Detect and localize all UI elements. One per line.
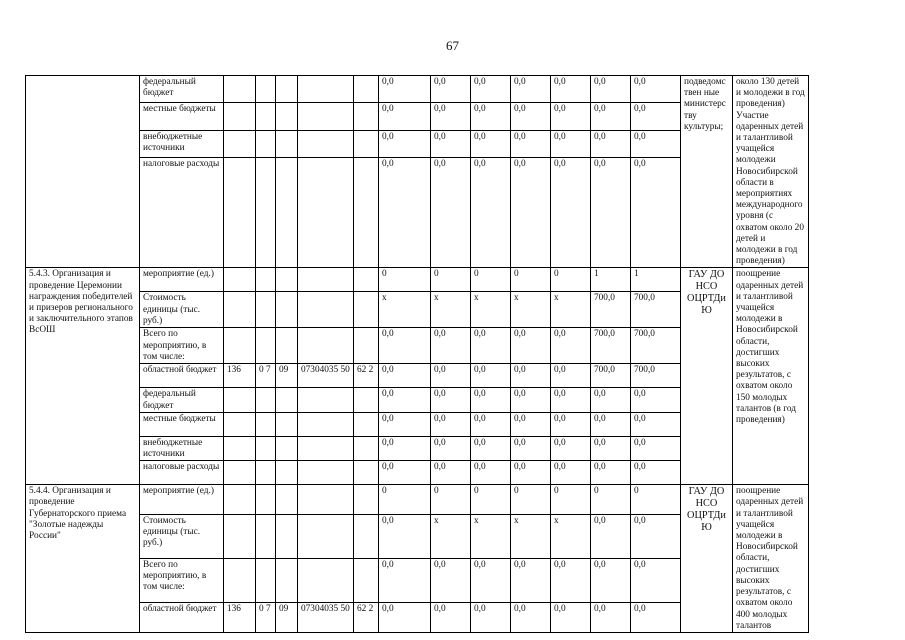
amount-cell: 0,0 <box>511 158 551 268</box>
amount-cell: 0,0 <box>591 388 631 412</box>
budget-code-cell <box>354 103 379 130</box>
amount-cell: 0,0 <box>379 103 431 130</box>
amount-cell: 0,0 <box>631 76 681 103</box>
amount-cell: 0,0 <box>379 514 431 558</box>
amount-cell: 0 <box>471 485 511 515</box>
amount-cell: 0,0 <box>631 461 681 485</box>
budget-code-cell <box>276 514 298 558</box>
budget-code-cell <box>276 158 298 268</box>
budget-code-cell <box>276 328 298 364</box>
amount-cell: 0,0 <box>431 461 471 485</box>
budget-code-cell <box>256 412 276 436</box>
funding-source-label: налоговые расходы <box>140 158 224 268</box>
budget-code-cell <box>224 328 256 364</box>
amount-cell: 0 <box>551 485 591 515</box>
budget-code-cell <box>276 103 298 130</box>
amount-cell: 0,0 <box>511 559 551 603</box>
amount-cell: 1 <box>631 268 681 292</box>
funding-source-label: местные бюджеты <box>140 412 224 436</box>
funding-source-label: Всего по мероприятию, в том числе: <box>140 328 224 364</box>
amount-cell: 0,0 <box>551 603 591 633</box>
budget-code-cell: 136 <box>224 364 256 388</box>
amount-cell: 0,0 <box>471 388 511 412</box>
amount-cell: 0,0 <box>471 76 511 103</box>
budget-code-cell <box>256 76 276 103</box>
amount-cell: 0,0 <box>591 412 631 436</box>
amount-cell: 0,0 <box>431 412 471 436</box>
amount-cell: 0,0 <box>631 158 681 268</box>
amount-cell: 0,0 <box>379 603 431 633</box>
amount-cell: х <box>551 514 591 558</box>
amount-cell: 0 <box>379 268 431 292</box>
amount-cell: 0,0 <box>511 412 551 436</box>
amount-cell: 0,0 <box>471 328 511 364</box>
amount-cell: 0,0 <box>379 436 431 460</box>
amount-cell: 0 <box>431 268 471 292</box>
amount-cell: 0,0 <box>551 328 591 364</box>
budget-code-cell: 09 <box>276 364 298 388</box>
amount-cell: 0,0 <box>591 461 631 485</box>
amount-cell: 0,0 <box>551 364 591 388</box>
budget-code-cell: 0 7 <box>256 603 276 633</box>
amount-cell: х <box>379 292 431 328</box>
budget-code-cell <box>354 461 379 485</box>
amount-cell: 700,0 <box>591 364 631 388</box>
amount-cell: 0,0 <box>471 364 511 388</box>
amount-cell: 0,0 <box>431 603 471 633</box>
amount-cell: 0,0 <box>591 603 631 633</box>
amount-cell: 0,0 <box>591 103 631 130</box>
amount-cell: 0,0 <box>379 364 431 388</box>
amount-cell: 0,0 <box>631 559 681 603</box>
budget-code-cell <box>276 388 298 412</box>
table-row <box>26 76 881 103</box>
budget-code-cell <box>224 514 256 558</box>
amount-cell: 0 <box>431 485 471 515</box>
amount-cell: 0,0 <box>551 76 591 103</box>
amount-cell: 0 <box>551 268 591 292</box>
funding-source-label: областной бюджет <box>140 364 224 388</box>
budget-code-cell <box>224 412 256 436</box>
funding-source-label: федеральный бюджет <box>140 388 224 412</box>
amount-cell: 0,0 <box>379 158 431 268</box>
amount-cell: 0,0 <box>431 388 471 412</box>
table-row <box>26 485 881 515</box>
amount-cell: 0,0 <box>431 158 471 268</box>
amount-cell: 0,0 <box>471 158 511 268</box>
amount-cell: х <box>511 292 551 328</box>
budget-code-cell <box>354 292 379 328</box>
budget-code-cell <box>354 514 379 558</box>
budget-code-cell <box>298 514 354 558</box>
amount-cell: 0,0 <box>511 436 551 460</box>
amount-cell: х <box>431 514 471 558</box>
budget-code-cell <box>276 412 298 436</box>
amount-cell: 0,0 <box>591 436 631 460</box>
amount-cell: 0,0 <box>551 130 591 157</box>
activity-title: 5.4.4. Организация и проведение Губернаторского приема "Золотые надежды России" <box>26 485 140 633</box>
funding-source-label: местные бюджеты <box>140 103 224 130</box>
amount-cell: 0,0 <box>631 103 681 130</box>
budget-code-cell <box>354 268 379 292</box>
budget-code-cell <box>276 436 298 460</box>
amount-cell: 0,0 <box>511 130 551 157</box>
funding-source-label: Стоимость единицы (тыс. руб.) <box>140 292 224 328</box>
budget-code-cell <box>354 158 379 268</box>
budget-code-cell <box>256 328 276 364</box>
budget-code-cell <box>298 559 354 603</box>
budget-code-cell <box>224 130 256 157</box>
amount-cell: 0,0 <box>551 103 591 130</box>
executor-cell: ГАУ ДО НСО ОЦРТДиЮ <box>681 268 733 485</box>
page-number: 67 <box>446 38 459 53</box>
amount-cell: 0,0 <box>631 514 681 558</box>
budget-code-cell: 0 7 <box>256 364 276 388</box>
amount-cell: 0,0 <box>379 388 431 412</box>
budget-code-cell <box>276 130 298 157</box>
amount-cell: 0 <box>591 485 631 515</box>
budget-code-cell <box>256 388 276 412</box>
funding-source-label: областной бюджет <box>140 603 224 633</box>
budget-code-cell <box>298 130 354 157</box>
amount-cell: 0,0 <box>471 412 511 436</box>
amount-cell: 0,0 <box>379 130 431 157</box>
budget-code-cell <box>354 388 379 412</box>
funding-source-label: федеральный бюджет <box>140 76 224 103</box>
funding-source-label: внебюджетные источники <box>140 130 224 157</box>
budget-code-cell <box>256 268 276 292</box>
budget-code-cell <box>298 268 354 292</box>
budget-code-cell <box>298 461 354 485</box>
budget-code-cell <box>224 76 256 103</box>
executor-cell: ГАУ ДО НСО ОЦРТДиЮ <box>681 485 733 633</box>
budget-code-cell <box>256 292 276 328</box>
amount-cell: 700,0 <box>591 292 631 328</box>
budget-code-cell <box>224 388 256 412</box>
budget-code-cell <box>354 559 379 603</box>
amount-cell: 0,0 <box>551 559 591 603</box>
amount-cell: 1 <box>591 268 631 292</box>
budget-code-cell <box>298 103 354 130</box>
amount-cell: 0,0 <box>379 412 431 436</box>
amount-cell: 700,0 <box>631 364 681 388</box>
funding-source-label: мероприятие (ед.) <box>140 485 224 515</box>
budget-code-cell <box>276 485 298 515</box>
amount-cell: 0,0 <box>431 364 471 388</box>
budget-code-cell <box>298 328 354 364</box>
budget-code-cell <box>354 328 379 364</box>
amount-cell: 0,0 <box>471 559 511 603</box>
budget-code-cell <box>276 461 298 485</box>
budget-code-cell <box>276 268 298 292</box>
budget-code-cell <box>256 485 276 515</box>
budget-code-cell: 09 <box>276 603 298 633</box>
budget-code-cell <box>224 436 256 460</box>
budget-code-cell: 07304035 50 <box>298 603 354 633</box>
budget-code-cell: 07304035 50 <box>298 364 354 388</box>
budget-code-cell <box>298 388 354 412</box>
amount-cell: 0,0 <box>511 328 551 364</box>
expected-result-cell: около 130 детей и молодежи в год проведения) Участие одаренных детей и талантливой учащейся молодежи Новосибирской области в мероприятиях международного уровня (с охватом около 20 детей и молодежи в год проведения) <box>733 76 809 268</box>
amount-cell: 0,0 <box>591 514 631 558</box>
amount-cell: 700,0 <box>631 292 681 328</box>
amount-cell: 0,0 <box>471 461 511 485</box>
funding-source-label: мероприятие (ед.) <box>140 268 224 292</box>
amount-cell: 0,0 <box>631 388 681 412</box>
budget-code-cell <box>276 559 298 603</box>
amount-cell: 0 <box>511 485 551 515</box>
budget-code-cell <box>354 412 379 436</box>
budget-code-cell <box>224 268 256 292</box>
amount-cell: 0,0 <box>511 461 551 485</box>
amount-cell: 0,0 <box>379 461 431 485</box>
budget-code-cell <box>224 292 256 328</box>
budget-code-cell <box>256 514 276 558</box>
budget-code-cell <box>224 103 256 130</box>
budget-code-cell: 62 2 <box>354 603 379 633</box>
funding-source-label: налоговые расходы <box>140 461 224 485</box>
funding-source-label: Стоимость единицы (тыс. руб.) <box>140 514 224 558</box>
amount-cell: 0,0 <box>551 412 591 436</box>
amount-cell: 0 <box>471 268 511 292</box>
amount-cell: 0,0 <box>431 76 471 103</box>
budget-code-cell <box>298 485 354 515</box>
budget-code-cell <box>256 103 276 130</box>
amount-cell: 0,0 <box>431 328 471 364</box>
amount-cell: 700,0 <box>591 328 631 364</box>
budget-code-cell: 62 2 <box>354 364 379 388</box>
expected-result-cell: поощрение одаренных детей и талантливой учащейся молодежи в Новосибирской области, достигших высоких результатов, с охватом около 150 молодых талантов (в год проведения) <box>733 268 809 485</box>
amount-cell: 0,0 <box>511 103 551 130</box>
budget-code-cell <box>224 158 256 268</box>
budget-code-cell <box>354 130 379 157</box>
funding-source-label: Всего по мероприятию, в том числе: <box>140 559 224 603</box>
amount-cell: 0,0 <box>379 328 431 364</box>
amount-cell: 0,0 <box>379 559 431 603</box>
amount-cell: 0,0 <box>551 436 591 460</box>
amount-cell: 0,0 <box>471 130 511 157</box>
amount-cell: х <box>471 292 511 328</box>
budget-code-cell <box>256 461 276 485</box>
amount-cell: 0,0 <box>379 76 431 103</box>
budget-code-cell <box>354 485 379 515</box>
amount-cell: 0,0 <box>591 130 631 157</box>
budget-code-cell <box>298 158 354 268</box>
budget-code-cell <box>276 292 298 328</box>
amount-cell: 0,0 <box>631 603 681 633</box>
budget-code-cell <box>224 461 256 485</box>
budget-code-cell <box>224 485 256 515</box>
amount-cell: 0,0 <box>471 603 511 633</box>
amount-cell: х <box>431 292 471 328</box>
amount-cell: 0,0 <box>471 436 511 460</box>
amount-cell: 0,0 <box>551 158 591 268</box>
amount-cell: х <box>551 292 591 328</box>
amount-cell: 0,0 <box>551 388 591 412</box>
budget-code-cell <box>354 436 379 460</box>
amount-cell: 0 <box>379 485 431 515</box>
budget-code-cell: 136 <box>224 603 256 633</box>
amount-cell: х <box>471 514 511 558</box>
table-body <box>26 76 881 633</box>
amount-cell: 0,0 <box>591 559 631 603</box>
activity-title: 5.4.3. Организация и проведение Церемонии награждения победителей и призеров регионального и заключительного этапов ВсОШ <box>26 268 140 485</box>
budget-code-cell <box>224 559 256 603</box>
budget-code-cell <box>256 130 276 157</box>
amount-cell: 0,0 <box>591 158 631 268</box>
amount-cell: 0,0 <box>431 559 471 603</box>
amount-cell: 0,0 <box>431 130 471 157</box>
amount-cell: 0,0 <box>431 103 471 130</box>
budget-code-cell <box>256 158 276 268</box>
activity-title <box>26 76 140 268</box>
amount-cell: 0,0 <box>471 103 511 130</box>
expected-result-cell: поощрение одаренных детей и талантливой учащейся молодежи в Новосибирской области, достигших высоких результатов, с охватом около 400 молодых талантов <box>733 485 809 633</box>
amount-cell: 0,0 <box>631 412 681 436</box>
amount-cell: 700,0 <box>631 328 681 364</box>
budget-code-cell <box>354 76 379 103</box>
funding-source-label: внебюджетные источники <box>140 436 224 460</box>
budget-code-cell <box>298 76 354 103</box>
amount-cell: 0 <box>631 485 681 515</box>
amount-cell: х <box>511 514 551 558</box>
budget-code-cell <box>298 412 354 436</box>
budget-code-cell <box>256 436 276 460</box>
budget-code-cell <box>298 292 354 328</box>
amount-cell: 0,0 <box>591 76 631 103</box>
amount-cell: 0,0 <box>511 388 551 412</box>
budget-code-cell <box>276 76 298 103</box>
budget-code-cell <box>256 559 276 603</box>
amount-cell: 0 <box>511 268 551 292</box>
financing-table <box>25 75 881 633</box>
table-row <box>26 268 881 292</box>
amount-cell: 0,0 <box>511 76 551 103</box>
budget-code-cell <box>298 436 354 460</box>
amount-cell: 0,0 <box>631 436 681 460</box>
amount-cell: 0,0 <box>511 603 551 633</box>
amount-cell: 0,0 <box>551 461 591 485</box>
amount-cell: 0,0 <box>631 130 681 157</box>
amount-cell: 0,0 <box>431 436 471 460</box>
executor-cell: подведомствен ные министерству культуры; <box>681 76 733 268</box>
amount-cell: 0,0 <box>511 364 551 388</box>
